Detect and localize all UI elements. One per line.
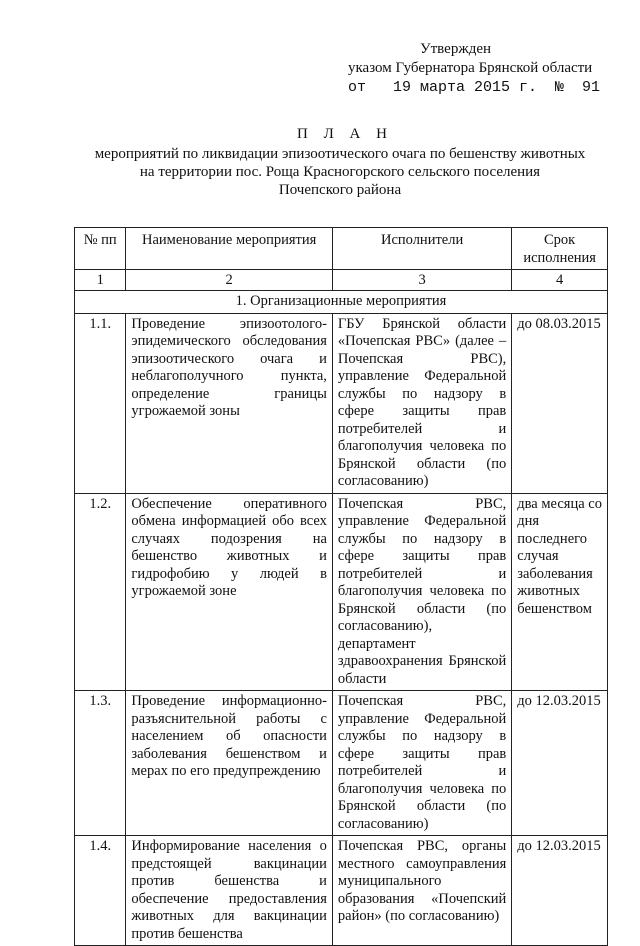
col-number: 2	[126, 270, 333, 291]
section-row	[75, 291, 608, 314]
row-name: Проведение эпизоотолого-эпидемического обследования эпизоотического очага и неблагополучного пункта, определение границы угрожаемой зоны	[126, 313, 333, 493]
header-num: № пп	[75, 228, 126, 270]
table-header-row	[75, 228, 608, 270]
row-deadline: до 12.03.2015	[512, 836, 608, 946]
header-name: Наименование мероприятия	[126, 228, 333, 270]
approval-date-number: от 19 марта 2015 г. № 91	[348, 79, 601, 96]
row-num: 1.4.	[75, 836, 126, 946]
col-number: 1	[75, 270, 126, 291]
row-deadline: до 12.03.2015	[512, 691, 608, 836]
row-name: Информирование населения о предстоящей вакцинации против бешенства и обеспечение предоставления животных для вакцинации против бешенства	[126, 836, 333, 946]
document-title: П Л А Н	[297, 126, 393, 142]
subtitle-line: на территории пос. Роща Красногорского сельского поселения	[139, 164, 541, 180]
plan-table	[74, 227, 608, 946]
row-num: 1.2.	[75, 493, 126, 691]
table-row	[75, 313, 608, 493]
col-number: 4	[512, 270, 608, 291]
row-executors: ГБУ Брянской области «Почепская РВС» (далее – Почепская РВС), управление Федеральной службы по надзору в сфере защиты прав потребителей и благополучия человека по Брянской области (по согласованию)	[332, 313, 511, 493]
approval-block	[348, 40, 600, 97]
document-subtitle	[60, 145, 620, 199]
row-deadline: два месяца со дня последнего случая заболевания животных бешенством	[512, 493, 608, 691]
subtitle-line: мероприятий по ликвидации эпизоотического очага по бешенству животных	[94, 146, 586, 162]
column-number-row	[75, 270, 608, 291]
row-num: 1.3.	[75, 691, 126, 836]
row-executors: Почепская РВС, управление Федеральной службы по надзору в сфере защиты прав потребителей и благополучия человека по Брянской области (по согласованию), департамент здравоохранения Брянской области	[332, 493, 511, 691]
row-name: Обеспечение оперативного обмена информацией обо всех случаях подозрения на бешенство животных и гидрофобию у людей в угрожаемой зоне	[126, 493, 333, 691]
subtitle-line: Почепского района	[278, 182, 402, 198]
row-executors: Почепская РВС, управление Федеральной службы по надзору в сфере защиты прав потребителей и благополучия человека по Брянской области (по согласованию)	[332, 691, 511, 836]
approval-decree: указом Губернатора Брянской области	[348, 60, 593, 76]
approval-title: Утвержден	[420, 41, 492, 57]
row-deadline: до 08.03.2015	[512, 313, 608, 493]
table-row	[75, 836, 608, 946]
table-row	[75, 493, 608, 691]
row-num: 1.1.	[75, 313, 126, 493]
col-number: 3	[332, 270, 511, 291]
section-title: 1. Организационные мероприятия	[75, 291, 608, 314]
row-name: Проведение информационно-разъяснительной работы с населением об опасности заболевания бешенством и мерах по его предупреждению	[126, 691, 333, 836]
row-executors: Почепская РВС, органы местного самоуправления муниципального образования «Почепский район» (по согласованию)	[332, 836, 511, 946]
table-row	[75, 691, 608, 836]
header-deadline: Срок исполнения	[512, 228, 608, 270]
header-executors: Исполнители	[332, 228, 511, 270]
